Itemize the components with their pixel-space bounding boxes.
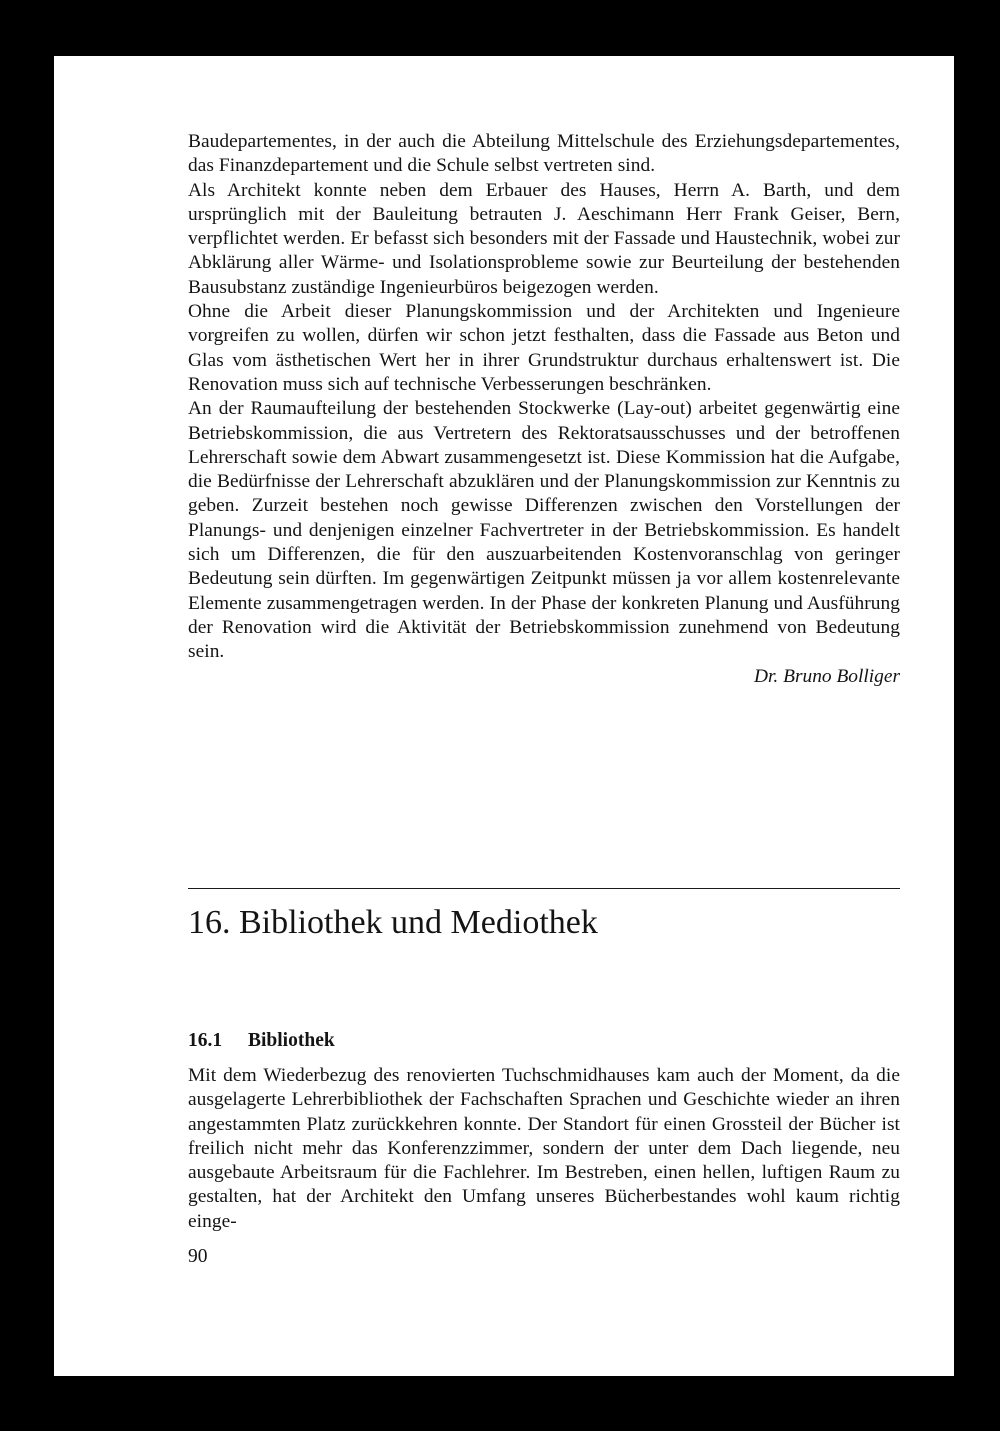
section-heading <box>188 1028 335 1054</box>
chapter-divider <box>188 888 900 889</box>
author-signature: Dr. Bruno Bolliger <box>754 665 900 687</box>
section-number: 16.1 <box>188 1030 223 1051</box>
paragraph: Als Architekt konnte neben dem Erbauer des Hauses, Herrn A. Barth, und dem ursprünglich mit der Bauleitung betrauten J. Aeschimann Herr Frank Geiser, Bern, verpflichtet werden. Er befasst sich besonders mit der Fassade und Haustechnik, wobei zur Abklärung aller Wärme- und Isolationsprobleme sowie zur Beurteilung der bestehenden Bausubstanz zuständige Ingenieurbüros beigezogen werden. <box>188 179 900 298</box>
paragraph: Baudepartementes, in der auch die Abteilung Mittelschule des Erziehungsdepartementes, das Finanzdepartement und die Schule selbst vertreten sind. <box>188 131 900 177</box>
chapter-title: 16. Bibliothek und Mediothek <box>188 904 598 941</box>
paragraph: Mit dem Wiederbezug des renovierten Tuchschmidhauses kam auch der Moment, da die ausgelagerte Lehrerbibliothek der Fachschaften Sprachen und Geschichte wieder an ihren angestammten Platz zurückkehren konnte. Der Standort für einen Grossteil der Bücher ist freilich nicht mehr das Konferenzzimmer, sondern der unter dem Dach liegende, neu ausgebaute Arbeitsraum für die Fachlehrer. Im Bestreben, einen hellen, luftigen Raum zu gestalten, hat der Architekt den Umfang unseres Bücherbestandes wohl kaum richtig einge- <box>188 1065 900 1232</box>
paragraph: Ohne die Arbeit dieser Planungskommission und der Architekten und Ingenieure vorgreifen zu wollen, dürfen wir schon jetzt festhalten, dass die Fassade aus Beton und Glas vom ästhetischen Wert her in ihrer Grundstruktur durchaus erhaltenswert ist. Die Renovation muss sich auf technische Verbesserungen beschränken. <box>188 301 900 395</box>
section-text <box>188 1064 900 1234</box>
page-number: 90 <box>188 1246 208 1267</box>
paragraph: An der Raumaufteilung der bestehenden Stockwerke (Lay-out) arbeitet gegenwärtig eine Betriebskommission, die aus Vertretern des Rektoratsausschusses und der betroffenen Lehrerschaft sowie dem Abwart zusammengesetzt ist. Diese Kommission hat die Aufgabe, die Bedürfnisse der Lehrerschaft abzuklären und der Planungskommission zur Kenntnis zu geben. Zurzeit bestehen noch gewisse Differenzen zwischen den Vorstellungen der Planungs- und denjenigen einzelner Fachvertreter in der Betriebskommission. Es handelt sich um Differenzen, die für den auszuarbeitenden Kostenvoranschlag von geringer Bedeutung sein dürften. Im gegenwärtigen Zeitpunkt müssen ja vor allem kostenrelevante Elemente zusammengetragen werden. In der Phase der konkreten Planung und Ausführung der Renovation wird die Aktivität der Betriebskommission zunehmend von Bedeutung sein. <box>188 398 900 663</box>
document-page <box>54 56 954 1376</box>
section-title: Bibliothek <box>248 1030 335 1051</box>
article-text <box>188 130 900 689</box>
